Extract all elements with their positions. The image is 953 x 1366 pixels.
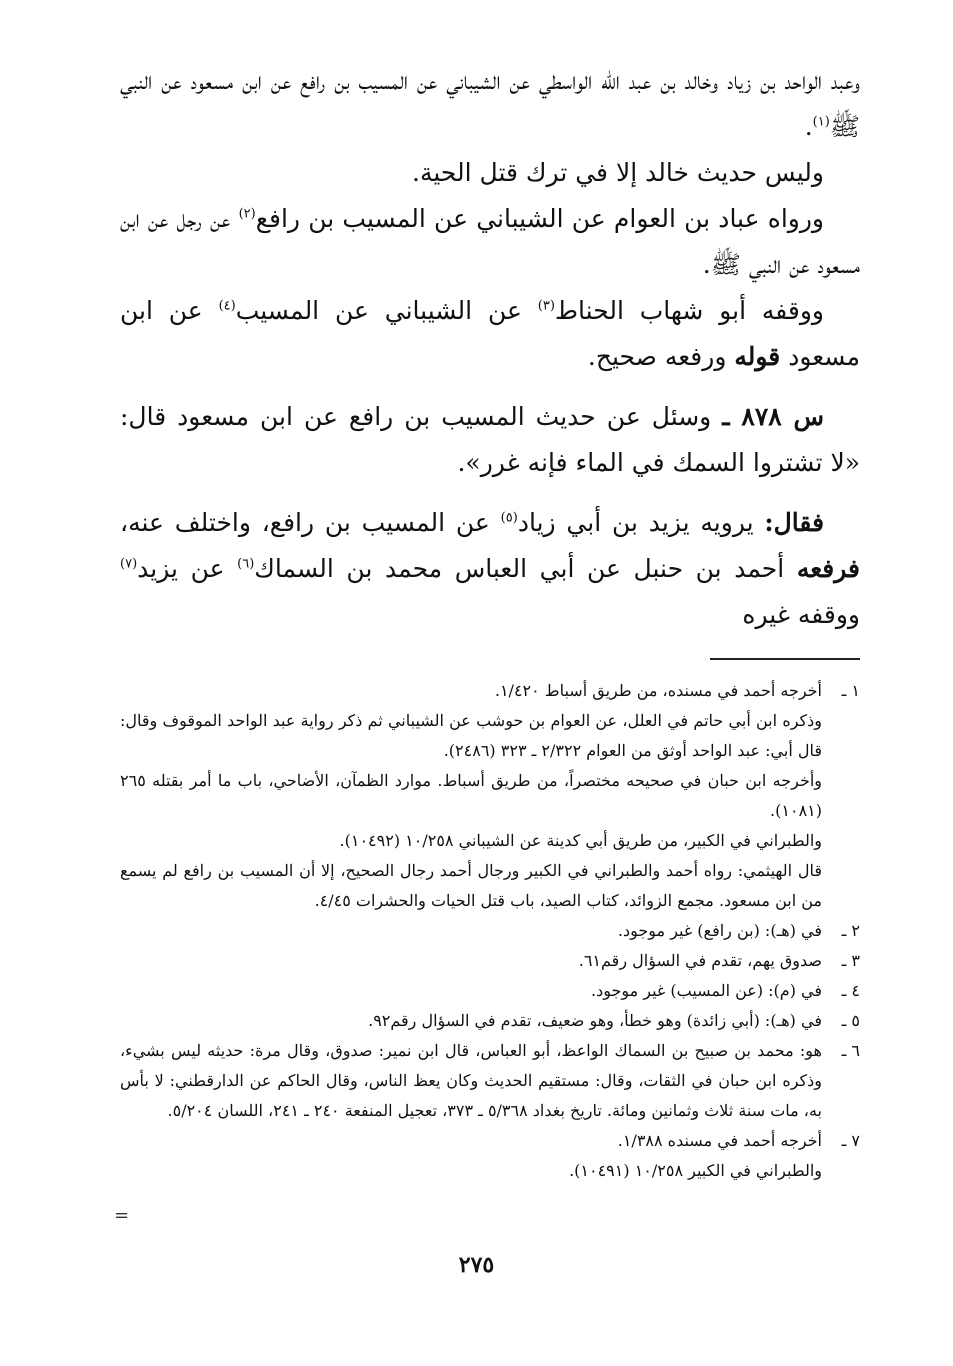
footnote-separator <box>710 658 860 660</box>
footnotes <box>120 676 860 1186</box>
margin-mark: = <box>114 1205 130 1226</box>
answer-paragraph: فقال: يرويه يزيد بن أبي زياد$^{(٥)}$ عن المسيب بن رافع، واختلف عنه، فرفعه أحمد بن حنبل عن أبي العباس محمد بن السماك$^{(٦)}$ عن يزيد$^{(٧)}$ ووقفه غيره <box>120 508 860 629</box>
footnote-ref-1: (١) <box>812 114 830 130</box>
question-number: س ٨٧٨ ـ <box>722 402 824 431</box>
footnote-1: ١ ـ أخرجه أحمد في مسنده، من طريق أسباط ١/٤٢٠. وذكره ابن أبي حاتم في العلل، عن العوام بن حوشب عن الشيباني ثم ذكر رواية عبد الواحد الموقوف وقال: قال أبي: عبد الواحد أوثق من العوام ٢/٣٢٢ ـ ٣٢٣ (٢٤٨٦). وأخرجه ابن حبان في صحيحه مختصراً، من طريق أسباط. موارد الظمآن، الأضاحي، باب ما أمر بقتله ٢٦٥ (١٠٨١). والطبراني في الكبير، من طريق أبي كدينة عن الشيباني ١٠/٢٥٨ (١٠٤٩٢). قال الهيثمي: رواه أحمد والطبراني في الكبير ورجال أحمد رجال الصحيح، إلا أن المسيب بن رافع لم يسمع من ابن مسعود. مجمع الزوائد، كتاب الصيد، باب قتل الحيات والحشرات ٤/٤٥. <box>120 681 860 910</box>
paragraph-2: وليس حديث خالد إلا في ترك قتل الحية. <box>412 158 824 187</box>
footnote-ref-4: (٤) <box>218 298 236 314</box>
footnote-6: ٦ ـ هو: محمد بن صبيح بن السماك الواعظ، أبو العباس، قال ابن نمير: صدوق، وقال مرة: حديثه ليس بشيء، وذكره ابن حبان في الثقات، وقال: مستقيم الحديث وكان يعظ الناس، وقال الحاكم عن الدارقطني: لا بأس به، مات سنة ثلاث وثمانين ومائة. تاريخ بغداد ٥/٣٦٨ ـ ٣٧٣، تعجيل المنفعة ٢٤٠ ـ ٢٤١، اللسان ٥/٢٠٤. <box>120 1041 860 1120</box>
footnote-ref-2: (٢) <box>238 206 256 222</box>
paragraph-1: وعبد الواحد بن زياد وخالد بن عبد الله الواسطي عن الشيباني عن المسيب بن رافع عن ابن مسعود عن النبي ﷺ$^{(١)}$. <box>120 66 860 141</box>
question-878: س ٨٧٨ ـ وسئل عن حديث المسيب بن رافع عن ابن مسعود قال: «لا تشتروا السمك في الماء فإنه غرر». <box>120 402 860 477</box>
page-body <box>120 58 860 1186</box>
footnote-ref-3: (٣) <box>537 298 555 314</box>
footnote-ref-7: (٧) <box>120 556 138 572</box>
footnote-5: ٥ ـ في (هـ): (أبي زائدة) وهو خطأ، وهو ضعيف، تقدم في السؤال رقم٩٢. <box>368 1011 860 1030</box>
footnote-ref-6: (٦) <box>237 556 255 572</box>
footnote-7: ٧ ـ أخرجه أحمد في مسنده ١/٣٨٨. والطبراني في الكبير ١٠/٢٥٨ (١٠٤٩١). <box>569 1131 860 1180</box>
footnote-4: ٤ ـ في (م): (عن المسيب) غير موجود. <box>590 981 860 1000</box>
paragraph-3: ورواه عباد بن العوام عن الشيباني عن المسيب بن رافع$^{(٢)}$ عن رجل عن ابن مسعود عن النبي ﷺ. <box>120 204 860 279</box>
page-number: ٢٧٥ <box>458 1252 495 1278</box>
footnote-2: ٢ ـ في (هـ): (بن رافع) غير موجود. <box>617 921 860 940</box>
paragraph-4: ووقفه أبو شهاب الحناط$^{(٣)}$ عن الشيباني عن المسيب$^{(٤)}$ عن ابن مسعود قوله ورفعه صحيح. <box>120 296 860 371</box>
bold-word: قوله <box>734 342 781 371</box>
footnote-ref-5: (٥) <box>500 510 518 526</box>
footnote-3: ٣ ـ صدوق يهم، تقدم في السؤال رقم٦١. <box>578 951 860 970</box>
